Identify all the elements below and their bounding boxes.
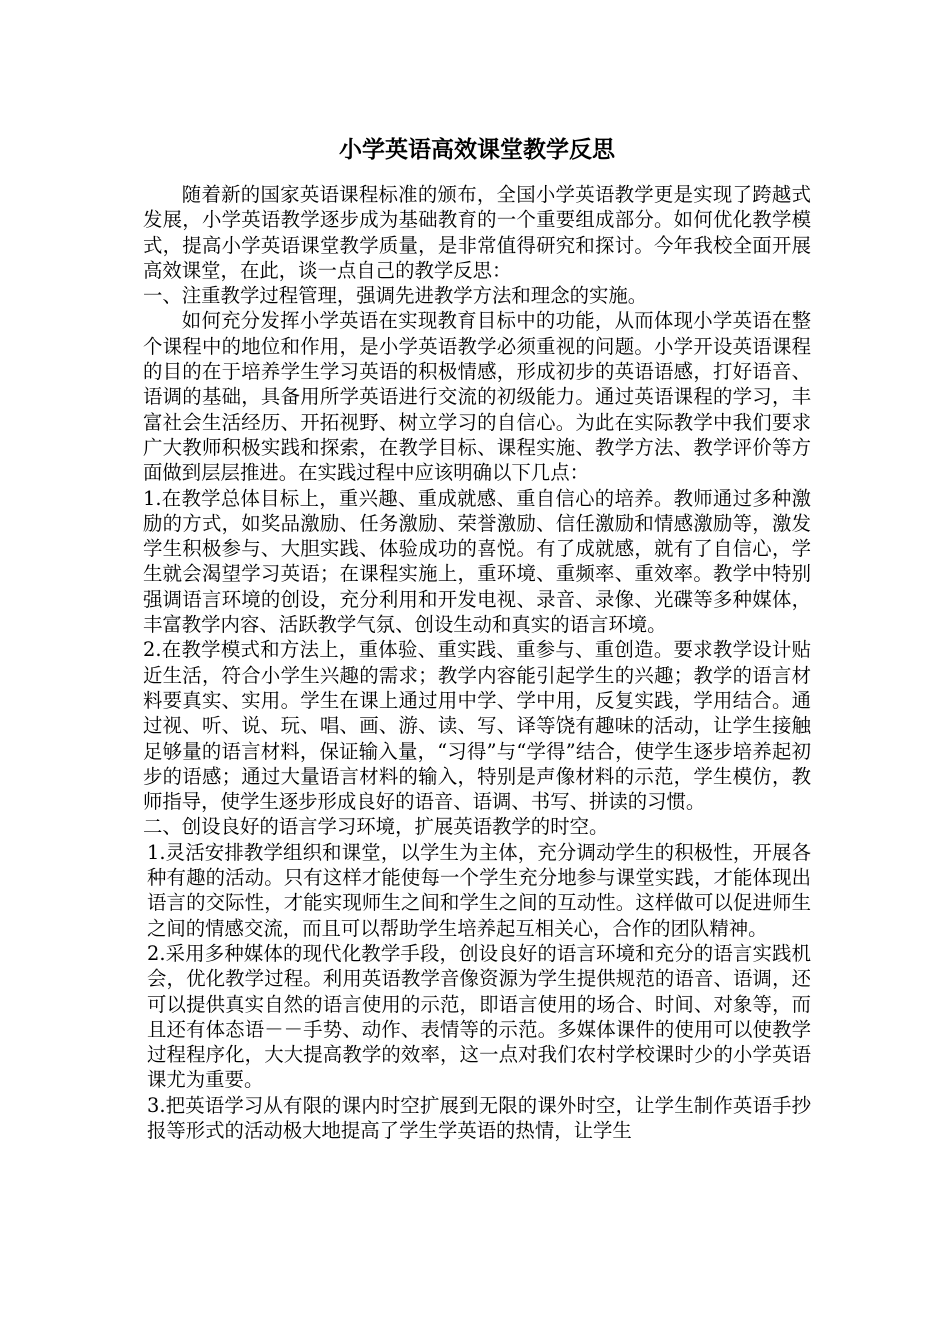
section-1-heading: 一、注重教学过程管理，强调先进教学方法和理念的实施。 [143,284,648,308]
section-1-point-2: 2.在教学模式和方法上，重体验、重实践、重参与、重创造。要求教学设计贴近生活，符合小学生兴趣的需求；教学内容能引起学生的兴趣；教学的语言材料要真实、实用。学生在课上通过用中学、学中用，反复实践，学用结合。通过视、听、说、玩、唱、画、游、读、写、译等饶有趣味的活动，让学生接触足够量的语言材料，保证输入量，“习得”与“学得”结合，使学生逐步培养起初步的语感；通过大量语言材料的输入，特别是声像材料的示范，学生模仿，教师指导，使学生逐步形成良好的语音、语调、书写、拼读的习惯。 [143,638,811,814]
section-2-point-1: 1.灵活安排教学组织和课堂，以学生为主体，充分调动学生的积极性，开展各种有趣的活动。只有这样才能使每一个学生充分地参与课堂实践，才能体现出语言的交际性，才能实现师生之间和学生之间的互动性。这样做可以促进师生之间的情感交流，而且可以帮助学生培养起互相关心，合作的团队精神。 [147,840,811,940]
document-page [143,130,811,1143]
section-1-point-1: 1.在教学总体目标上，重兴趣、重成就感、重自信心的培养。教师通过多种激励的方式，如奖品激励、任务激励、荣誉激励、信任激励和情感激励等，激发学生积极参与、大胆实践、体验成功的喜悦。有了成就感，就有了自信心，学生就会渴望学习英语；在课程实施上，重环境、重频率、重效率。教学中特别强调语言环境的创设，充分利用和开发电视、录音、录像、光碟等多种媒体，丰富教学内容、活跃教学气氛、创设生动和真实的语言环境。 [143,486,811,637]
section-1-intro-paragraph: 如何充分发挥小学英语在实现教育目标中的功能，从而体现小学英语在整个课程中的地位和作用，是小学英语教学必须重视的问题。小学开设英语课程的目的在于培养学生学习英语的积极情感，形成初步的英语语感，打好语音、语调的基础，具备用所学英语进行交流的初级能力。通过英语课程的学习，丰富社会生活经历、开拓视野、树立学习的自信心。为此在实际教学中我们要求广大教师积极实践和探索，在教学目标、课程实施、教学方法、教学评价等方面做到层层推进。在实践过程中应该明确以下几点： [143,309,811,485]
section-2-heading: 二、创设良好的语言学习环境，扩展英语教学的时空。 [143,815,609,839]
section-2-point-2: 2.采用多种媒体的现代化教学手段，创设良好的语言环境和充分的语言实践机会，优化教学过程。利用英语教学音像资源为学生提供规范的语音、语调，还可以提供真实自然的语言使用的示范，即语言使用的场合、时间、对象等，而且还有体态语－－手势、动作、表情等的示范。多媒体课件的使用可以使教学过程程序化，大大提高教学的效率，这一点对我们农村学校课时少的小学英语课尤为重要。 [147,941,811,1092]
document-title: 小学英语高效课堂教学反思 [339,137,615,163]
section-2-point-3: 3.把英语学习从有限的课内时空扩展到无限的课外时空，让学生制作英语手抄报等形式的活动极大地提高了学生学英语的热情，让学生 [147,1093,811,1142]
intro-paragraph: 随着新的国家英语课程标准的颁布，全国小学英语教学更是实现了跨越式发展，小学英语教学逐步成为基础教育的一个重要组成部分。如何优化教学模式，提高小学英语课堂教学质量，是非常值得研究和探讨。今年我校全面开展高效课堂，在此，谈一点自己的教学反思： [143,183,811,282]
